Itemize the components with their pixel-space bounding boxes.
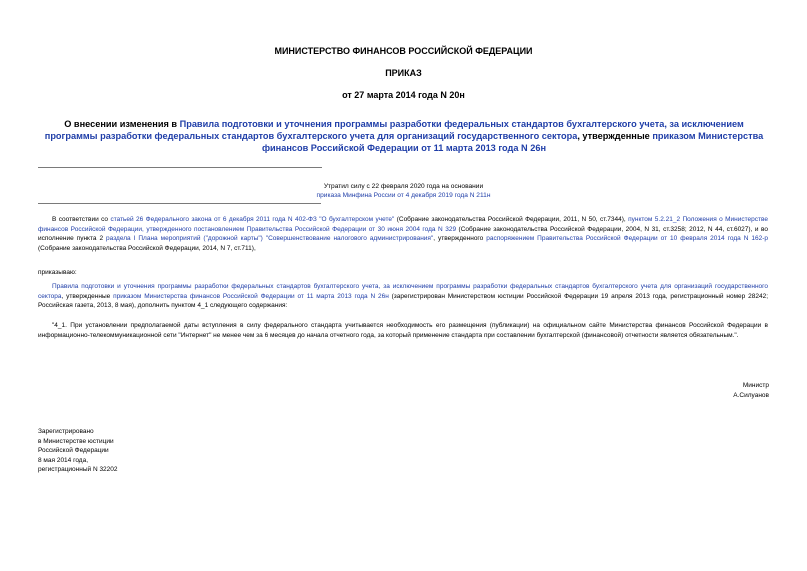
preamble-paragraph: В соответствии со статьей 26 Федерального закона от 6 декабря 2011 года N 402-ФЗ "О бухгалтерском учете" (Собрание законодательства Российской Федерации, 2011, N 50, ст.7344), пунктом 5.2.21_2 Положения о Министерстве финансов Российской Федерации, утвержденного постановлением Правительства Российской Федерации от 30 июня 2004 года N 329 (Собрание законодательства Российской Федерации, 2004, N 31, ст.3258; 2012, N 44, ст.6027), и во исполнение пункта 2 раздела I Плана мероприятий ("дорожной карты") "Совершенствование налогового администрирования", утвержденного распоряжением Правительства Российской Федерации от 10 февраля 2014 года N 162-р (Собрание законодательства Российской Федерации, 2014, N 7, ст.711),	[38, 216, 768, 252]
title-rules-link[interactable]: Правила подготовки и уточнения программы разработки федеральных стандартов бухгалтерского учета, за исключением программы разработки федеральных стандартов бухгалтерского учета для организаций государственного сектора	[44, 119, 744, 141]
registration-line: Зарегистрировано	[38, 428, 94, 435]
lost-force-notice	[0, 182, 807, 200]
signer-name: А.Силуанов	[733, 391, 769, 399]
amendment-paragraph: Правила подготовки и уточнения программы разработки федеральных стандартов бухгалтерского учета, за исключением программы разработки федеральных стандартов бухгалтерского учета для организаций государственного сектора, утвержденные приказом Министерства финансов Российской Федерации от 11 марта 2013 года N 26н (зарегистрирован Министерством юстиции Российской Федерации 19 апреля 2013 года, регистрационный номер 28242; Российская газета, 2013, 8 мая), дополнить пунктом 4_1 следующего содержания:	[38, 283, 768, 309]
registration-block	[38, 427, 118, 475]
lost-force-link[interactable]: приказа Минфина России от 4 декабря 2019 года N 211н	[316, 192, 491, 199]
order-word: приказываю:	[38, 269, 77, 276]
separator-line	[38, 203, 321, 204]
inserted-clause: "4_1. При установлении предполагаемой даты вступления в силу федерального стандарта учитывается необходимость его размещения (публикации) на официальном сайте Министерства финансов Российской Федерации в информационно-телекоммуникационной сети "Интернет" не менее чем за 6 месяцев до начала отчетного года, за который применение стандарта при составлении бухгалтерской (финансовой) отчетности является обязательным.".	[38, 322, 768, 339]
separator-line	[38, 167, 322, 168]
roadmap-link[interactable]: раздела I Плана мероприятий ("дорожной карты") "Совершенствование налогового администрирования"	[106, 235, 434, 242]
document-title	[44, 118, 764, 154]
doc-type-heading: ПРИКАЗ	[385, 68, 422, 78]
title-middle: , утвержденные	[577, 131, 653, 141]
rules-link[interactable]: Правила подготовки и уточнения программы разработки федеральных стандартов бухгалтерского учета, за исключением программы разработки федеральных стандартов бухгалтерского учета для организаций государственного сектора	[38, 283, 768, 300]
title-prefix: О внесении изменения в	[64, 119, 180, 129]
registration-line: 8 мая 2014 года,	[38, 456, 89, 464]
signature-block	[733, 381, 769, 400]
law-402fz-link[interactable]: статьей 26 Федерального закона от 6 декабря 2011 года N 402-ФЗ "О бухгалтерском учете"	[110, 216, 395, 223]
order-26n-link[interactable]: приказом Министерства финансов Российской Федерации от 11 марта 2013 года N 26н	[113, 292, 389, 300]
title-order-link[interactable]: приказом Министерства финансов Российской Федерации от 11 марта 2013 года N 26н	[261, 131, 764, 153]
doc-date-number: от 27 марта 2014 года N 20н	[342, 90, 465, 100]
registration-line: Российской Федерации	[38, 447, 109, 454]
signer-position: Министр	[742, 382, 769, 389]
regulation-329-link[interactable]: пунктом 5.2.21_2 Положения о Министерстве финансов Российской Федерации, утвержденного постановлением Правительства Российской Федерации от 30 июня 2004 года N 329	[38, 216, 768, 233]
ministry-heading: МИНИСТЕРСТВО ФИНАНСОВ РОССИЙСКОЙ ФЕДЕРАЦИИ	[274, 46, 533, 56]
registration-line: регистрационный N 32202	[38, 466, 118, 473]
lost-force-text: Утратил силу с 22 февраля 2020 года на основании	[323, 183, 484, 190]
registration-line: в Министерстве юстиции	[38, 437, 114, 445]
decree-162r-link[interactable]: распоряжением Правительства Российской Федерации от 10 февраля 2014 года N 162-р	[486, 235, 768, 242]
